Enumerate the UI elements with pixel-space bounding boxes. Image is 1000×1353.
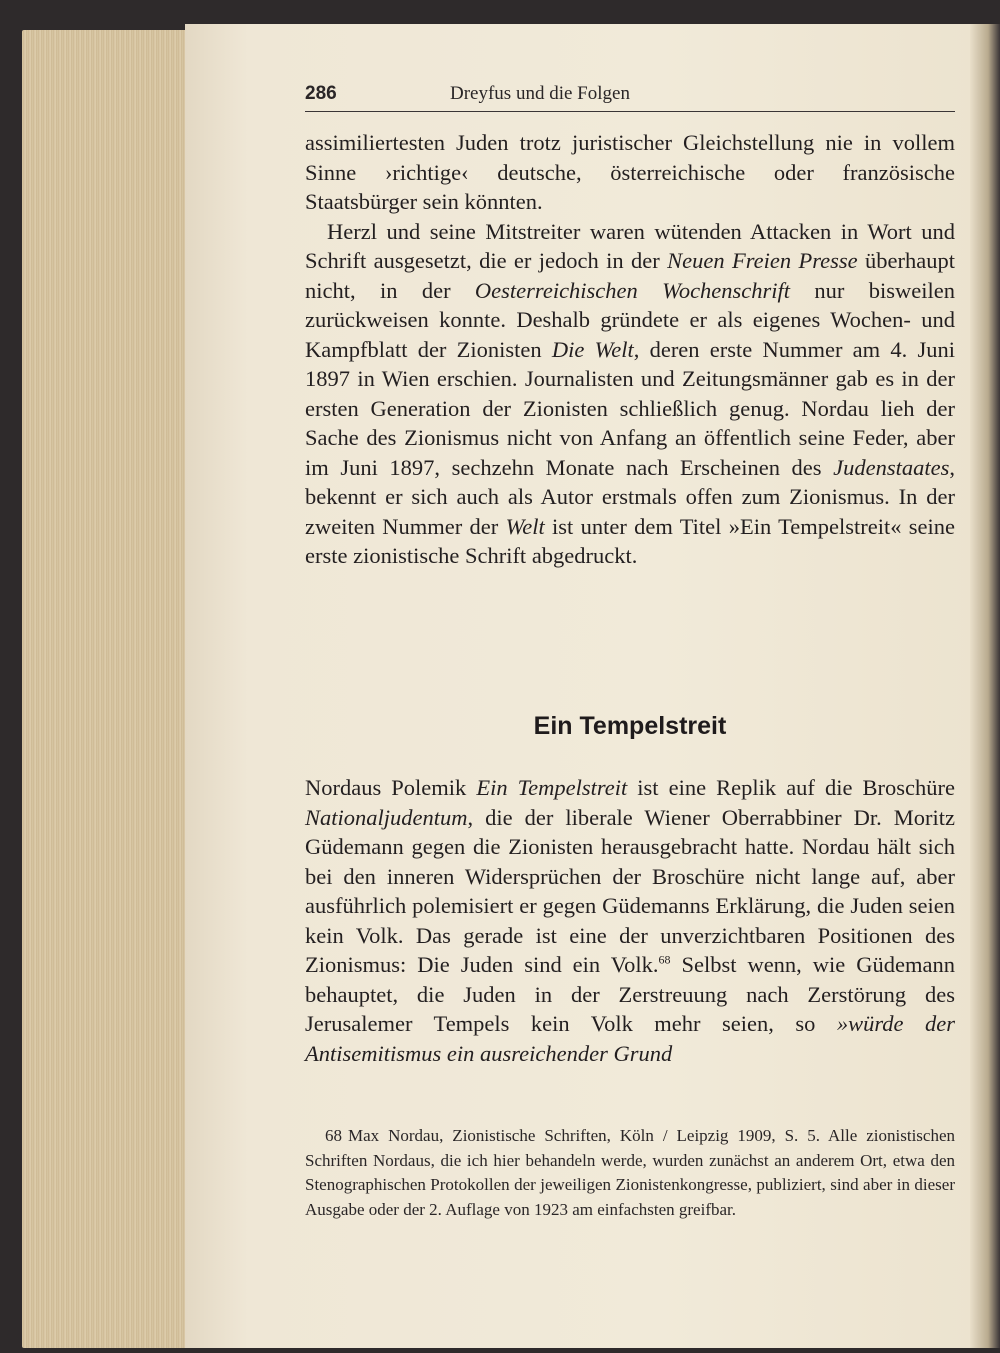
paragraph-3: Nordaus Polemik Ein Tempelstreit ist eine Replik auf die Broschüre Nationaljudentum, die der liberale Wiener Oberrabbiner Dr. Moritz Güdemann gegen die Zionisten herausgebracht hatte. Nordau hält sich bei den inneren Widersprüchen der Broschüre nicht lange auf, aber ausführlich polemisiert er gegen Güdemanns Erklärung, die Juden seien kein Volk. Das gerade ist eine der unverzichtbaren Positionen des Zionismus: Die Juden sind ein Volk.$^{68}$ Selbst wenn, wie Güdemann behauptet, die Juden in der Zerstreuung nach Zerstörung des Jerusalemer Tempels kein Volk mehr seien, so »würde der Antisemitismus ein ausreichender Grund — [305, 775, 955, 1066]
footnote-reference[interactable]: 68 — [658, 952, 671, 967]
book-spine-shadow — [970, 24, 1000, 1348]
section-heading: Ein Tempelstreit — [533, 712, 727, 740]
running-head: Dreyfus und die Folgen — [450, 83, 630, 104]
page-stack-edge — [22, 30, 192, 1348]
page-header — [305, 83, 955, 112]
page-number: 286 — [305, 83, 337, 104]
body-text-top — [305, 128, 955, 571]
paragraph-2: Herzl und seine Mitstreiter waren wütenden Attacken in Wort und Schrift ausgesetzt, die er jedoch in der Neuen Freien Presse überhaupt nicht, in der Oesterreichischen Wochenschrift nur bisweilen zurückweisen konnte. Deshalb gründete er als eigenes Wochen- und Kampfblatt der Zionisten Die Welt, deren erste Nummer am 4. Juni 1897 in Wien erschien. Journalisten und Zeitungsmänner gab es in der ersten Generation der Zionisten schließlich genug. Nordau lieh der Sache des Zionismus nicht von Anfang an öffentlich seine Feder, aber im Juni 1897, sechzehn Monate nach Erscheinen des Judenstaates, bekennt er sich auch als Autor erstmals offen zum Zionismus. In der zweiten Nummer der Welt ist unter dem Titel »Ein Tempelstreit« seine erste zionistische Schrift abgedruckt. — [305, 218, 955, 568]
footnote — [305, 1124, 955, 1222]
footnote-text: Max Nordau, Zionistische Schriften, Köln / Leipzig 1909, S. 5. Alle zionistischen Schriften Nordaus, die ich hier behandeln werde, wurden zunächst an anderem Ort, etwa den Stenographischen Protokollen der jeweiligen Zionistenkongresse, publiziert, sind aber in dieser Ausgabe oder der 2. Auflage von 1923 am einfachsten greifbar. — [305, 1126, 955, 1219]
paragraph-1: assimiliertesten Juden trotz juristischer Gleichstellung nie in vollem Sinne ›richtige‹ deutsche, österreichische oder französische Staatsbürger sein könnten. — [305, 130, 955, 214]
footnote-number: 68 — [325, 1126, 342, 1145]
body-text-section — [305, 773, 955, 1068]
